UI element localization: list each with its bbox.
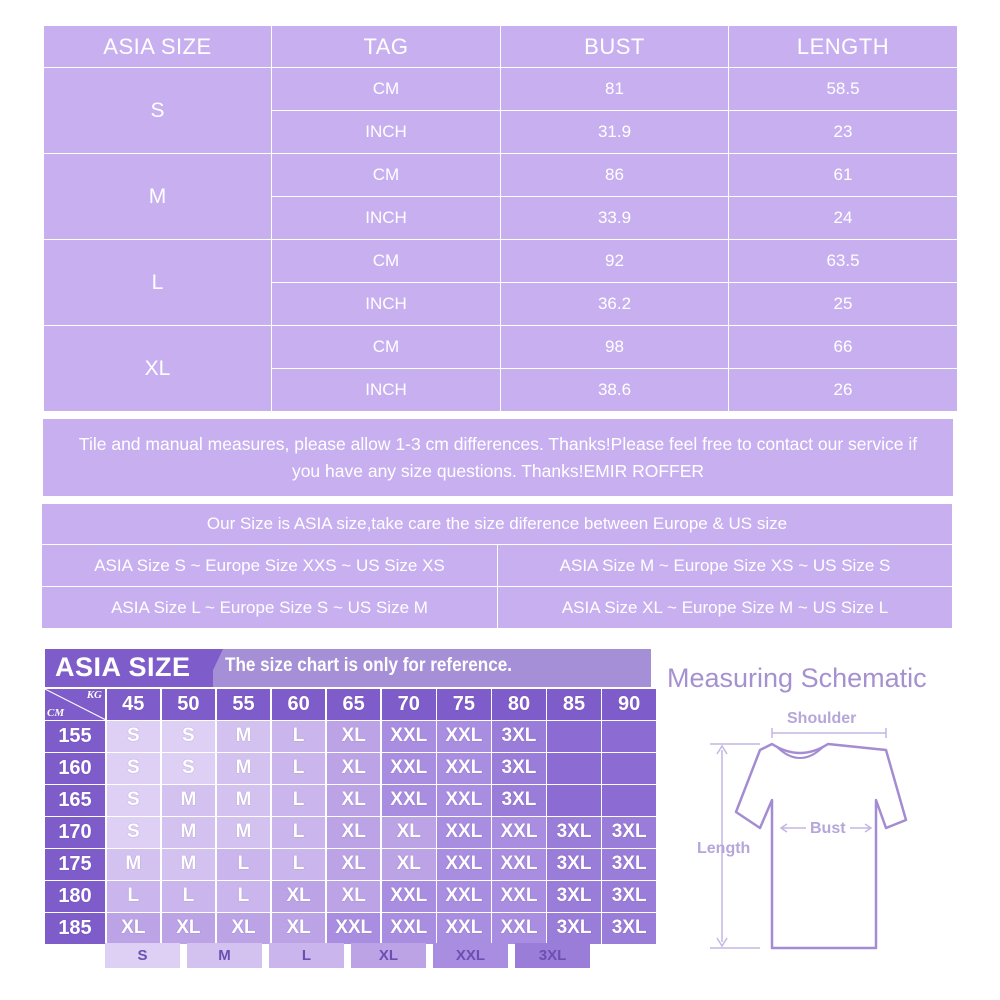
length-value: 66 bbox=[729, 326, 957, 368]
size-cell: 3XL bbox=[547, 817, 601, 848]
weight-header: 50 bbox=[162, 689, 216, 720]
size-cell bbox=[602, 721, 656, 752]
length-value: 24 bbox=[729, 197, 957, 239]
size-cell: S bbox=[107, 785, 161, 816]
size-cell: M bbox=[107, 849, 161, 880]
tshirt-outline bbox=[736, 744, 906, 948]
note-text: Tile and manual measures, please allow 1-3 cm differences. Thanks!Please feel free to contact our service if you have any size questions. Thanks!EMIR ROFFER bbox=[78, 433, 918, 481]
weight-header: 90 bbox=[602, 689, 656, 720]
size-label: S bbox=[44, 68, 271, 153]
size-cell: XXL bbox=[382, 881, 436, 912]
size-cell: XXL bbox=[437, 913, 491, 944]
bust-value: 92 bbox=[501, 240, 728, 282]
size-cell: 3XL bbox=[602, 881, 656, 912]
size-cell: XL bbox=[162, 913, 216, 944]
size-cell: S bbox=[107, 817, 161, 848]
measuring-schematic bbox=[660, 650, 960, 960]
size-cell: M bbox=[217, 753, 271, 784]
size-cell: S bbox=[107, 721, 161, 752]
bust-value: 98 bbox=[501, 326, 728, 368]
size-cell: 3XL bbox=[492, 785, 546, 816]
corner-cm-label: CM bbox=[47, 706, 65, 719]
size-cell: XL bbox=[382, 849, 436, 880]
unit-tag: INCH bbox=[272, 369, 500, 411]
column-header: LENGTH bbox=[729, 26, 957, 67]
conversion-item: ASIA Size L ~ Europe Size S ~ US Size M bbox=[42, 587, 497, 628]
size-cell: XL bbox=[327, 785, 381, 816]
conversion-item: ASIA Size XL ~ Europe Size M ~ US Size L bbox=[498, 587, 952, 628]
size-cell: 3XL bbox=[492, 753, 546, 784]
size-label: XL bbox=[44, 326, 271, 411]
unit-tag: INCH bbox=[272, 283, 500, 325]
conversion-item: ASIA Size S ~ Europe Size XXS ~ US Size XS bbox=[42, 545, 497, 586]
legend-chip: M bbox=[187, 943, 262, 968]
size-cell bbox=[547, 753, 601, 784]
size-cell: XXL bbox=[492, 849, 546, 880]
chart-title: ASIA SIZE bbox=[55, 652, 191, 682]
legend-chip: S bbox=[105, 943, 180, 968]
size-cell: XXL bbox=[437, 817, 491, 848]
height-row-header: 170 bbox=[45, 817, 105, 848]
size-cell: XXL bbox=[382, 753, 436, 784]
length-value: 25 bbox=[729, 283, 957, 325]
size-cell: XXL bbox=[437, 881, 491, 912]
conversion-title: Our Size is ASIA size,take care the size diference between Europe & US size bbox=[42, 504, 952, 544]
unit-tag: CM bbox=[272, 240, 500, 282]
size-cell: 3XL bbox=[547, 913, 601, 944]
height-row-header: 160 bbox=[45, 753, 105, 784]
size-cell: L bbox=[162, 881, 216, 912]
size-cell: XL bbox=[327, 881, 381, 912]
height-row-header: 165 bbox=[45, 785, 105, 816]
chart-banner bbox=[45, 649, 651, 687]
column-header: ASIA SIZE bbox=[44, 26, 271, 67]
size-cell: M bbox=[217, 721, 271, 752]
corner-kg-label: KG bbox=[86, 689, 102, 701]
length-value: 58.5 bbox=[729, 68, 957, 110]
length-value: 26 bbox=[729, 369, 957, 411]
size-cell bbox=[602, 753, 656, 784]
size-cell bbox=[547, 785, 601, 816]
size-cell: XXL bbox=[382, 721, 436, 752]
note-box bbox=[43, 419, 953, 496]
size-cell: XXL bbox=[437, 753, 491, 784]
weight-header: 45 bbox=[107, 689, 161, 720]
size-cell: L bbox=[272, 817, 326, 848]
weight-header: 70 bbox=[382, 689, 436, 720]
legend-chip: XXL bbox=[433, 943, 508, 968]
size-cell: L bbox=[217, 849, 271, 880]
size-cell bbox=[547, 721, 601, 752]
legend-chip: 3XL bbox=[515, 943, 590, 968]
length-value: 61 bbox=[729, 154, 957, 196]
size-cell: XL bbox=[272, 881, 326, 912]
weight-header: 75 bbox=[437, 689, 491, 720]
chart-note: The size chart is only for reference. bbox=[225, 655, 513, 676]
bust-value: 36.2 bbox=[501, 283, 728, 325]
unit-tag: INCH bbox=[272, 197, 500, 239]
unit-tag: CM bbox=[272, 154, 500, 196]
length-label: Length bbox=[697, 840, 751, 857]
size-legend bbox=[105, 943, 595, 969]
size-cell: 3XL bbox=[602, 849, 656, 880]
size-cell: S bbox=[162, 753, 216, 784]
size-cell: XXL bbox=[437, 721, 491, 752]
bust-value: 33.9 bbox=[501, 197, 728, 239]
size-cell: XL bbox=[107, 913, 161, 944]
height-row-header: 185 bbox=[45, 913, 105, 944]
size-cell: XXL bbox=[492, 913, 546, 944]
height-weight-chart bbox=[45, 649, 651, 941]
legend-chip: L bbox=[269, 943, 344, 968]
size-table bbox=[44, 26, 954, 407]
weight-header: 80 bbox=[492, 689, 546, 720]
size-cell: L bbox=[107, 881, 161, 912]
size-cell: XXL bbox=[492, 881, 546, 912]
size-label: M bbox=[44, 154, 271, 239]
size-cell: M bbox=[162, 817, 216, 848]
bust-value: 38.6 bbox=[501, 369, 728, 411]
conversion-item: ASIA Size M ~ Europe Size XS ~ US Size S bbox=[498, 545, 952, 586]
column-header: BUST bbox=[501, 26, 728, 67]
height-row-header: 175 bbox=[45, 849, 105, 880]
length-value: 63.5 bbox=[729, 240, 957, 282]
shoulder-label: Shoulder bbox=[787, 710, 857, 727]
size-cell: L bbox=[272, 721, 326, 752]
size-cell: 3XL bbox=[547, 849, 601, 880]
size-cell: L bbox=[272, 849, 326, 880]
weight-header: 60 bbox=[272, 689, 326, 720]
weight-header: 85 bbox=[547, 689, 601, 720]
tshirt-diagram bbox=[660, 650, 960, 960]
size-cell: M bbox=[162, 849, 216, 880]
size-cell: XL bbox=[327, 753, 381, 784]
column-header: TAG bbox=[272, 26, 500, 67]
size-cell: 3XL bbox=[602, 817, 656, 848]
bust-value: 31.9 bbox=[501, 111, 728, 153]
height-row-header: 180 bbox=[45, 881, 105, 912]
size-cell: XXL bbox=[327, 913, 381, 944]
unit-tag: CM bbox=[272, 326, 500, 368]
size-cell: XXL bbox=[382, 913, 436, 944]
size-cell: 3XL bbox=[602, 913, 656, 944]
bust-value: 81 bbox=[501, 68, 728, 110]
size-cell: XXL bbox=[437, 785, 491, 816]
bust-label: Bust bbox=[810, 820, 846, 837]
size-cell: L bbox=[272, 753, 326, 784]
size-cell: L bbox=[272, 785, 326, 816]
size-cell: XL bbox=[217, 913, 271, 944]
size-cell: XL bbox=[272, 913, 326, 944]
size-cell: S bbox=[107, 753, 161, 784]
size-cell: XXL bbox=[437, 849, 491, 880]
size-cell: 3XL bbox=[547, 881, 601, 912]
size-cell: M bbox=[162, 785, 216, 816]
shoulder-measure-line bbox=[772, 728, 886, 738]
height-weight-grid bbox=[45, 689, 651, 941]
size-cell: XL bbox=[327, 817, 381, 848]
size-cell: XXL bbox=[382, 785, 436, 816]
size-cell: 3XL bbox=[492, 721, 546, 752]
size-conversion-box bbox=[42, 504, 952, 629]
size-label: L bbox=[44, 240, 271, 325]
legend-chip: XL bbox=[351, 943, 426, 968]
size-cell: M bbox=[217, 817, 271, 848]
size-cell: XL bbox=[327, 849, 381, 880]
size-cell: L bbox=[217, 881, 271, 912]
height-row-header: 155 bbox=[45, 721, 105, 752]
size-cell: XL bbox=[327, 721, 381, 752]
size-cell: XXL bbox=[492, 817, 546, 848]
weight-header: 65 bbox=[327, 689, 381, 720]
size-cell: S bbox=[162, 721, 216, 752]
bust-value: 86 bbox=[501, 154, 728, 196]
size-cell: XL bbox=[382, 817, 436, 848]
grid-corner bbox=[45, 689, 105, 720]
unit-tag: INCH bbox=[272, 111, 500, 153]
length-value: 23 bbox=[729, 111, 957, 153]
size-cell bbox=[602, 785, 656, 816]
schematic-title: Measuring Schematic bbox=[667, 663, 927, 693]
size-cell: M bbox=[217, 785, 271, 816]
unit-tag: CM bbox=[272, 68, 500, 110]
banner-slant bbox=[205, 649, 223, 687]
weight-header: 55 bbox=[217, 689, 271, 720]
